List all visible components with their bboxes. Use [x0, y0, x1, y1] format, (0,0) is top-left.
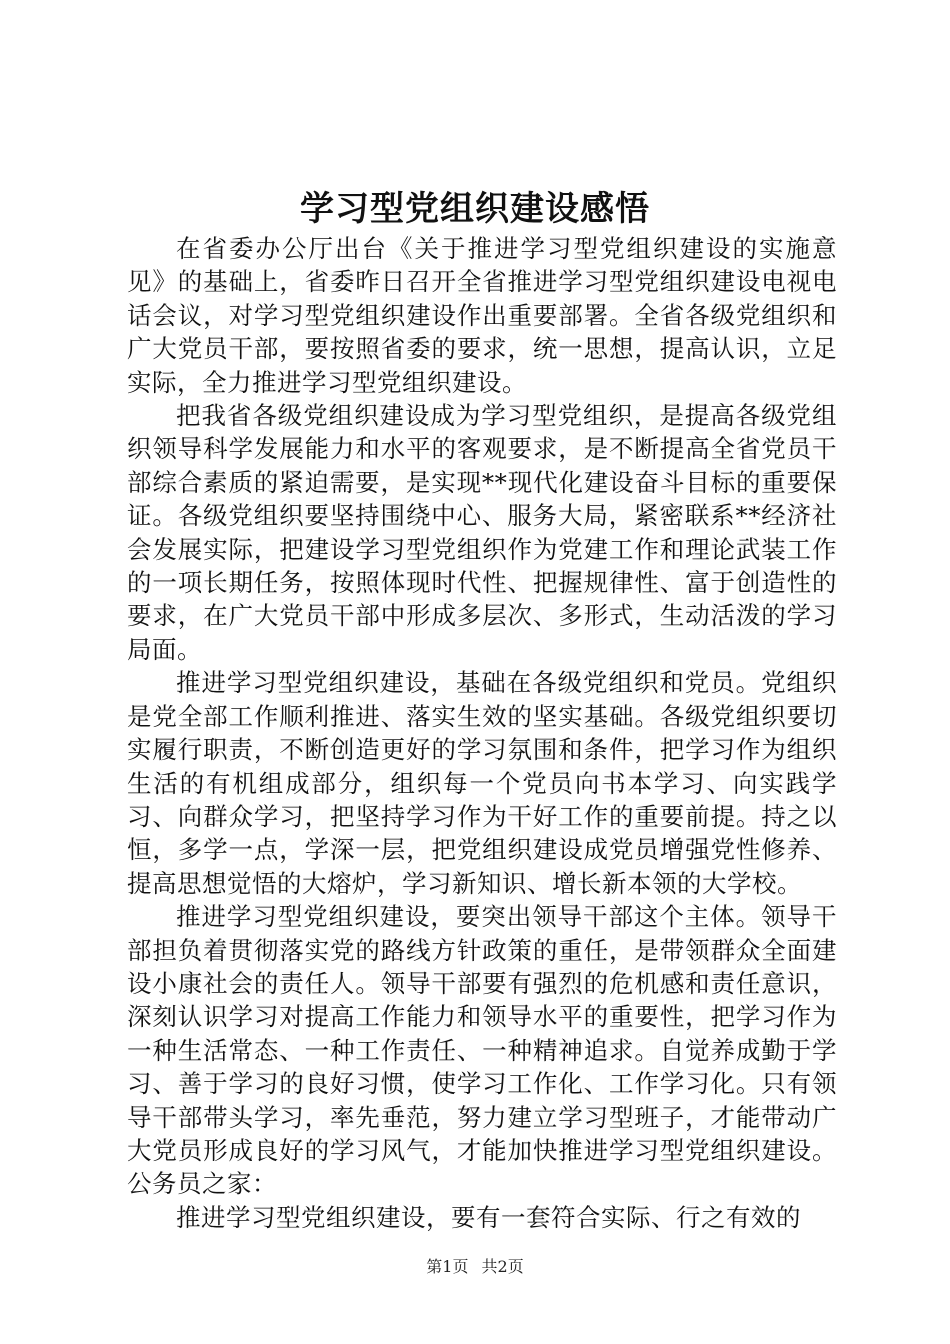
paragraph-3: 推进学习型党组织建设，基础在各级党组织和党员。党组织是党全部工作顺利推进、落实生效的坚实基础。各级党组织要切实履行职责，不断创造更好的学习氛围和条件，把学习作为组织生活的有机组成部分，组织每一个党员向书本学习、向实践学习、向群众学习，把坚持学习作为干好工作的重要前提。持之以恒，多学一点，学深一层，把党组织建设成党员增强党性修养、提高思想觉悟的大熔炉，学习新知识、增长新本领的大学校。: [127, 668, 837, 898]
paragraph-4: 推进学习型党组织建设，要突出领导干部这个主体。领导干部担负着贯彻落实党的路线方针政策的重任，是带领群众全面建设小康社会的责任人。领导干部要有强烈的危机感和责任意识，深刻认识学习对提高工作能力和领导水平的重要性，把学习作为一种生活常态、一种工作责任、一种精神追求。自觉养成勤于学习、善于学习的良好习惯，使学习工作化、工作学习化。只有领导干部带头学习，率先垂范，努力建立学习型班子，才能带动广大党员形成良好的学习风气，才能加快推进学习型党组织建设。公务员之家：: [127, 902, 837, 1199]
paragraph-2: 把我省各级党组织建设成为学习型党组织，是提高各级党组织领导科学发展能力和水平的客观要求，是不断提高全省党员干部综合素质的紧迫需要，是实现**现代化建设奋斗目标的重要保证。各级党组织要坚持围绕中心、服务大局，紧密联系**经济社会发展实际，把建设学习型党组织作为党建工作和理论武装工作的一项长期任务，按照体现时代性、把握规律性、富于创造性的要求，在广大党员干部中形成多层次、多形式，生动活泼的学习局面。: [127, 401, 837, 664]
document-title: 学习型党组织建设感悟: [300, 189, 650, 229]
page-footer: [0, 1256, 950, 1278]
paragraph-1: 在省委办公厅出台《关于推进学习型党组织建设的实施意见》的基础上，省委昨日召开全省推进学习型党组织建设电视电话会议，对学习型党组织建设作出重要部署。全省各级党组织和广大党员干部，要按照省委的要求，统一思想，提高认识，立足实际，全力推进学习型党组织建设。: [127, 234, 837, 397]
document-body: [127, 232, 837, 1234]
page-number: 第1页: [426, 1257, 469, 1276]
page-total: 共2页: [481, 1257, 524, 1276]
paragraph-5: 推进学习型党组织建设，要有一套符合实际、行之有效的: [176, 1202, 801, 1232]
